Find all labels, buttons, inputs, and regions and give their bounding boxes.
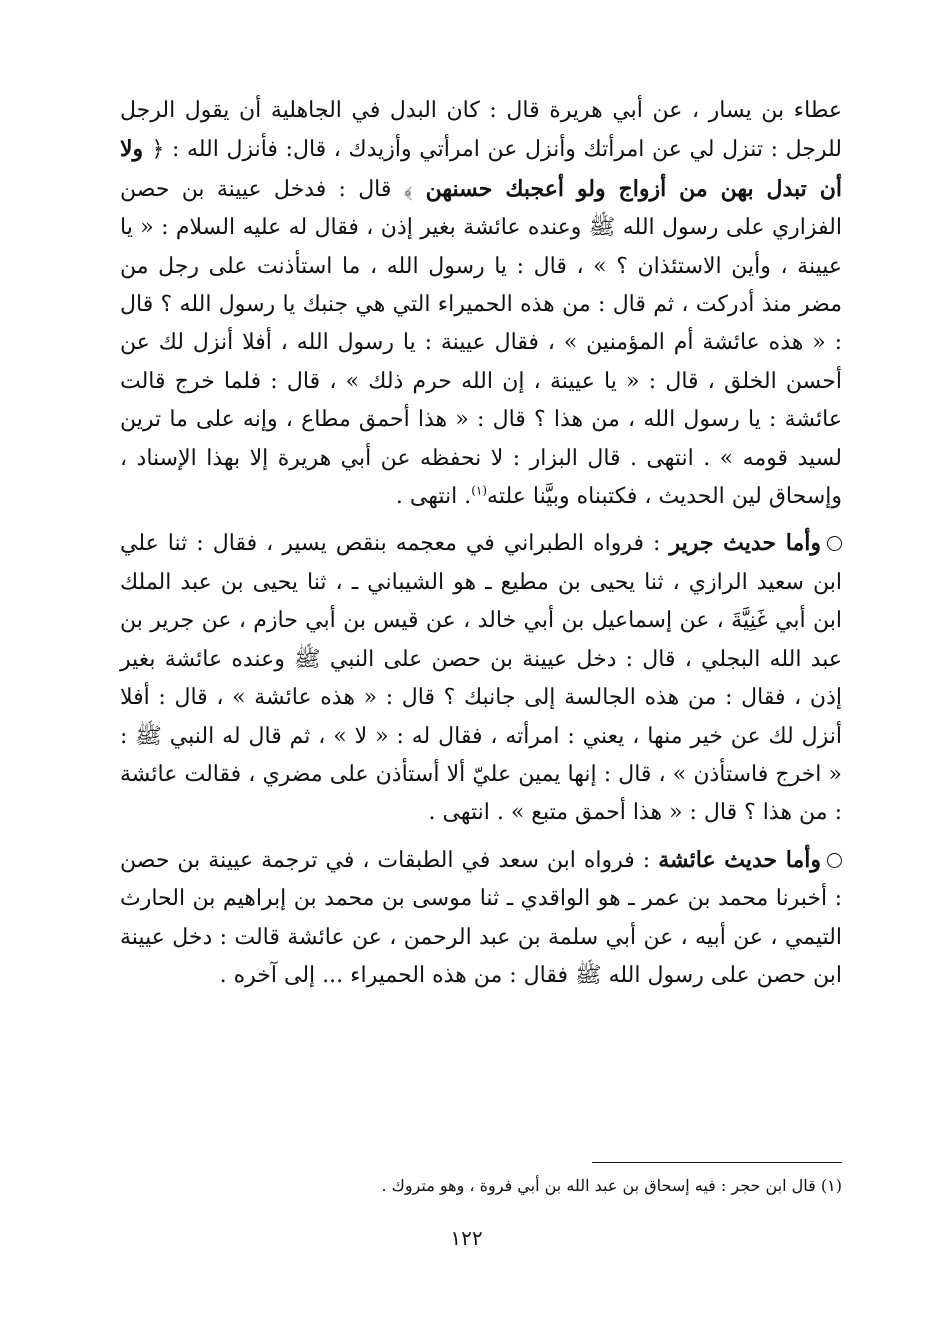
text-segment: : فرواه ابن سعد في الطبقات ، في ترجمة عيينة بن حصن : أخبرنا محمد بن عمر ـ هو الواقدي ـ ثنا موسى بن محمد بن إبراهيم بن الحارث التيمي ، عن أبيه ، عن أبي سلمة بن عبد الرحمن ، عن عائشة قالت : دخل عيينة ابن حصن على رسول الله ﷺ فقال : من هذه الحميراء ... إلى آخره . bbox=[120, 847, 842, 988]
text-segment: . انتهى . bbox=[395, 484, 472, 510]
footnote-reference: (١) bbox=[471, 483, 488, 498]
text-segment: ﴾ قال : فدخل عيينة بن حصن الفزاري على رسول الله ﷺ وعنده عائشة بغير إذن ، فقال له عليه السلام : « يا عيينة ، وأين الاستئذان ؟ » ، قال : يا رسول الله ، ما استأذنت على رجل من مضر منذ أدركت ، ثم قال : من هذه الحميراء التي هي جنبك يا رسول الله ؟ قال : « هذه عائشة أم المؤمنين » ، فقال عيينة : يا رسول الله ، أفلا أنزل لك عن أحسن الخلق ، قال : « يا عيينة ، إن الله حرم ذلك » ، قال : فلما خرج قالت عائشة : يا رسول الله ، من هذا ؟ قال : « هذا أحمق مطاع ، وإنه على ما ترين لسيد قومه » . انتهى . قال البزار : لا نحفظه عن أبي هريرة إلا بهذا الإسناد ، وإسحاق لين الحديث ، فكتبناه وبيَّنا علته bbox=[120, 176, 842, 510]
main-text bbox=[120, 92, 842, 995]
page-number: ١٢٢ bbox=[450, 1226, 483, 1250]
footnote-1: (١) قال ابن حجر : فيه إسحاق بن عبد الله بن أبي فروة ، وهو متروك . bbox=[381, 1176, 842, 1195]
footnotes bbox=[120, 1162, 842, 1199]
quran-quote: ولا أن تبدل بهن من أزواج ولو أعجبك حسنهن bbox=[120, 136, 843, 202]
text-segment: : فرواه الطبراني في معجمه بنقص يسير ، فقال : ثنا علي ابن سعيد الرازي ، ثنا يحيى بن مطيع ـ هو الشيباني ـ ، ثنا يحيى بن عبد الملك ابن أبي غَنِيَّةَ ، عن إسماعيل بن أبي خالد ، عن قيس بن أبي حازم ، عن جرير بن عبد الله البجلي ، قال : دخل عيينة بن حصن على النبي ﷺ وعنده عائشة بغير إذن ، فقال : من هذه الجالسة إلى جانبك ؟ قال : « هذه عائشة » ، قال : أفلا أنزل لك عن خير منها ، يعني : امرأته ، فقال له : « لا » ، ثم قال له النبي ﷺ : « اخرج فاستأذن » ، قال : إنها يمين عليّ ألا أستأذن على مضري ، فقالت عائشة : من هذا ؟ قال : « هذا أحمق متبع » . انتهى . bbox=[120, 531, 842, 826]
text-segment: عطاء بن يسار ، عن أبي هريرة قال : كان البدل في الجاهلية أن يقول الرجل للرجل : تنزل لي عن امرأتك وأنزل عن امرأتي وأزيدك ، قال: فأنزل الله : ﴿ bbox=[120, 98, 842, 163]
circle-bullet-icon bbox=[827, 853, 842, 868]
paragraph-jarir-hadith bbox=[120, 524, 842, 832]
footnote-divider bbox=[592, 1162, 842, 1163]
section-heading: وأما حديث جرير bbox=[669, 530, 821, 557]
circle-bullet-icon bbox=[827, 536, 842, 551]
paragraph-abu-hurayra-hadith bbox=[120, 92, 842, 516]
paragraph-aisha-hadith bbox=[120, 841, 842, 996]
section-heading: وأما حديث عائشة bbox=[658, 846, 821, 873]
